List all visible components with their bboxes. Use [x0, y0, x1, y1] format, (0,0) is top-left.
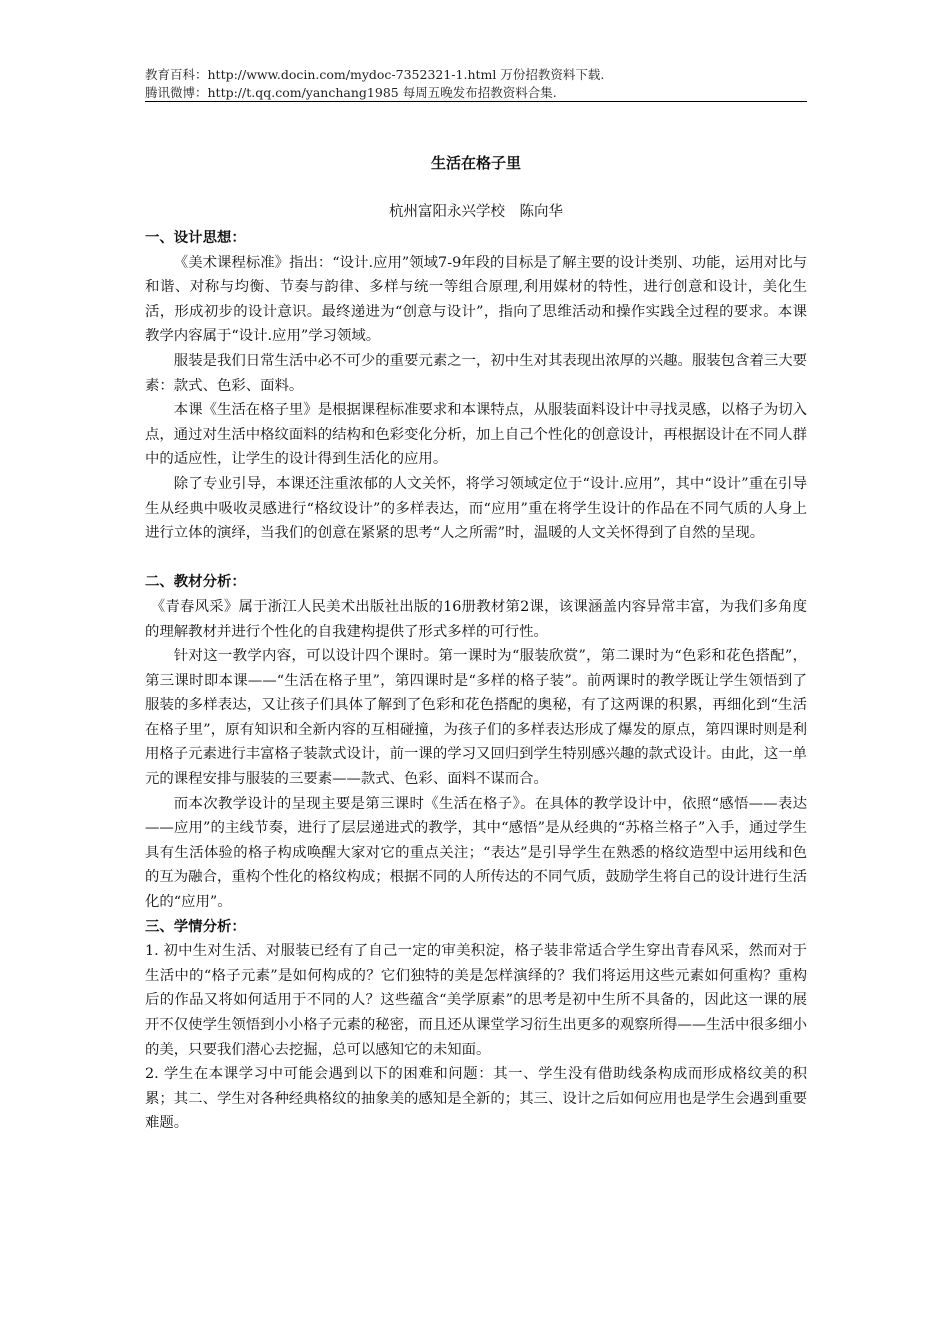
page-header	[145, 66, 807, 102]
paragraph: 本课《生活在格子里》是根据课程标准要求和本课特点，从服装面料设计中寻找灵感，以格子为切入点，通过对生活中格纹面料的结构和色彩变化分析，加上自己个性化的创意设计，再根据设计在不同人群中的适应性，让学生的设计得到生活化的应用。	[145, 402, 807, 468]
header-line-2: 腾讯微博：http://t.qq.com/yanchang1985 每周五晚发布招教资料合集.	[145, 85, 557, 100]
document-author: 杭州富阳永兴学校 陈向华	[389, 204, 563, 220]
section-heading-students: 三、学情分析：	[145, 917, 246, 935]
header-line-1: 教育百科：http://www.docin.com/mydoc-7352321-1.html 万份招教资料下载.	[145, 67, 605, 82]
header-divider	[145, 101, 807, 102]
paragraph: 而本次教学设计的呈现主要是第三课时《生活在格子》。在具体的教学设计中，依照“感悟——表达——应用”的主线节奏，进行了层层递进式的教学，其中“感悟”是从经典的“苏格兰格子”入手，通过学生具有生活体验的格子构成唤醒大家对它的重点关注；“表达”是引导学生在熟悉的格纹造型中运用线和色的互为融合，重构个性化的格纹构成；根据不同的人所传达的不同气质，鼓励学生将自己的设计进行生活化的“应用”。	[145, 795, 807, 911]
paragraph: 《青春风采》属于浙江人民美术出版社出版的16册教材第2课，该课涵盖内容异常丰富，为我们多角度的理解教材并进行个性化的自我建构提供了形式多样的可行性。	[145, 598, 807, 640]
section-heading-textbook: 二、教材分析：	[145, 573, 246, 591]
document-title: 生活在格子里	[430, 154, 521, 172]
paragraph: 2. 学生在本课学习中可能会遇到以下的困难和问题：其一、学生没有借助线条构成而形成格纹美的积累；其二、学生对各种经典格纹的抽象美的感知是全新的；其三、设计之后如何应用也是学生会遇到重要难题。	[145, 1066, 807, 1132]
paragraph: 针对这一教学内容，可以设计四个课时。第一课时为“服装欣赏”，第二课时为“色彩和花色搭配”，第三课时即本课——“生活在格子里”，第四课时是“多样的格子装”。前两课时的教学既让学生领悟到了服装的多样表达，又让孩子们具体了解到了色彩和花色搭配的奥秘，有了这两课的积累，再细化到“生活在格子里”，原有知识和全新内容的互相碰撞，为孩子们的多样表达形成了爆发的原点，第四课时则是利用格子元素进行丰富格子装款式设计，前一课的学习又回归到学生特别感兴趣的款式设计。由此，这一单元的课程安排与服装的三要素——款式、色彩、面料不谋而合。	[145, 648, 807, 788]
paragraph: 服装是我们日常生活中必不可少的重要元素之一，初中生对其表现出浓厚的兴趣。服装包含着三大要素：款式、色彩、面料。	[145, 352, 807, 394]
paragraph: 《美术课程标准》指出：“设计.应用”领域7-9年段的目标是了解主要的设计类别、功能，运用对比与和谐、对称与均衡、节奏与韵律、多样与统一等组合原理,利用媒材的特性，进行创意和设计，美化生活，形成初步的设计意识。最终递进为“创意与设计”，指向了思维活动和操作实践全过程的要求。本课教学内容属于“设计.应用”学习领域。	[145, 254, 807, 345]
paragraph: 1. 初中生对生活、对服装已经有了自己一定的审美积淀，格子装非常适合学生穿出青春风采，然而对于生活中的“格子元素”是如何构成的？它们独特的美是怎样演绎的？我们将运用这些元素如何重构？重构后的作品又将如何适用于不同的人？这些蕴含“美学原素”的思考是初中生所不具备的，因此这一课的展开不仅使学生领悟到小小格子元素的秘密，而且还从课堂学习衍生出更多的观察所得——生活中很多细小的美，只要我们潜心去挖掘，总可以感知它的未知面。	[145, 943, 807, 1058]
section-heading-design: 一、设计思想：	[145, 229, 246, 246]
document-body	[145, 226, 807, 1136]
paragraph: 除了专业引导，本课还注重浓郁的人文关怀，将学习领域定位于“设计.应用”，其中“设计”重在引导生从经典中吸收灵感进行“格纹设计”的多样表达，而“应用”重在将学生设计的作品在不同气质的人身上进行立体的演绎，当我们的创意在紧紧的思考“人之所需”时，温暖的人文关怀得到了自然的呈现。	[145, 475, 807, 542]
paragraph-gap	[145, 546, 807, 571]
